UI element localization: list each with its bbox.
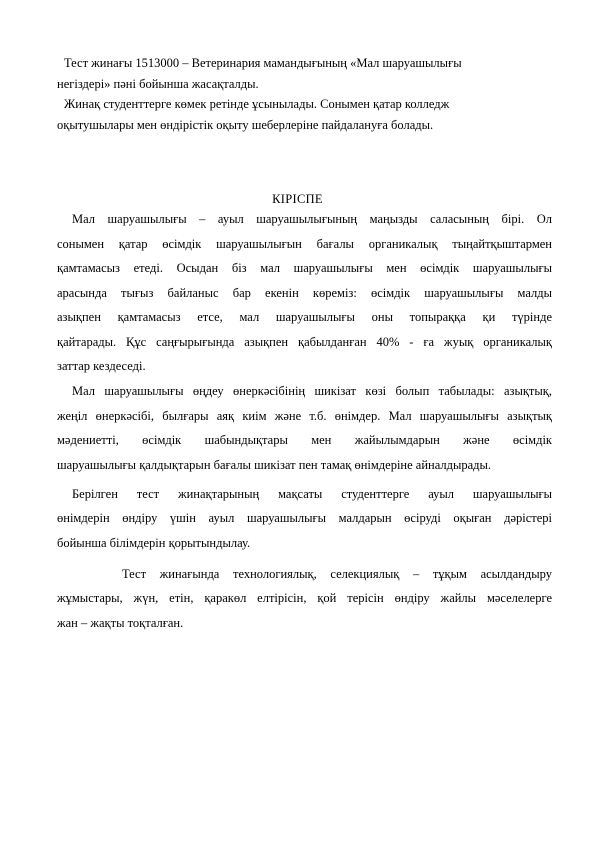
preface-line-2: негіздері» пәні бойынша жасақталды. [57, 77, 259, 91]
intro-line-10: мәдениетті, өсімдік шабындықтары мен жайылымдарын және өсімдік [57, 433, 552, 447]
section-title: КІРІСПЕ [272, 192, 323, 206]
intro-line-11: шаруашылығы қалдықтарын бағалы шикізат пен тамақ өнімдеріне айналдырады. [57, 458, 492, 472]
intro-line-3: қамтамасыз етеді. Осыдан біз мал шаруашылығы мен өсімдік шаруашылығы [57, 261, 552, 275]
intro-line-7: заттар кездеседі. [57, 359, 146, 373]
intro-line-12: Берілген тест жинақтарының мақсаты студенттерге ауыл шаруашылығы [72, 487, 552, 501]
intro-line-13: өнімдерін өндіру үшін ауыл шаруашылығы малдарын өсіруді оқыған дәрістері [57, 511, 552, 525]
intro-line-17: жан – жақты тоқталған. [57, 616, 184, 630]
intro-line-6: қайтарады. Құс саңғырығында азықпен қабылданған 40% - ға жуық органикалық [57, 335, 552, 349]
intro-line-4: арасында тығыз байланыс бар екенін көреміз: өсімдік шаруашылығы малды [57, 286, 552, 300]
intro-line-5: азықпен қамтамасыз етсе, мал шаруашылығы оны топыраққа қи түрінде [57, 310, 552, 324]
intro-line-8: Мал шаруашылығы өңдеу өнеркәсібінің шикізат көзі болып табылады: азықтық, [72, 384, 552, 398]
intro-line-9: жеңіл өнеркәсібі, былғары аяқ киім және т.б. өнімдер. Мал шаруашылығы азықтық [57, 409, 552, 423]
intro-line-1: Мал шаруашылығы – ауыл шаруашылығының маңызды саласының бірі. Ол [72, 212, 552, 226]
preface-line-1: Тест жинағы 1513000 – Ветеринария мамандығының «Мал шаруашылығы [64, 56, 462, 70]
preface-line-4: оқытушылары мен өндірістік оқыту шеберлеріне пайдалануға болады. [57, 118, 434, 132]
intro-line-15: Тест жинағында технологиялық, селекциялық – тұқым асылдандыру [122, 567, 552, 581]
intro-line-2: сонымен қатар өсімдік шаруашылығын бағалы органикалық тыңайтқыштармен [57, 237, 552, 251]
intro-line-14: бойынша білімдерін қорытындылау. [57, 536, 251, 550]
intro-line-16: жұмыстары, жүн, етін, қаракөл елтірісін, қой терісін өндіру жайлы мәселелерге [57, 591, 552, 605]
preface-line-3: Жинақ студенттерге көмек ретінде ұсынылады. Сонымен қатар колледж [64, 97, 450, 111]
